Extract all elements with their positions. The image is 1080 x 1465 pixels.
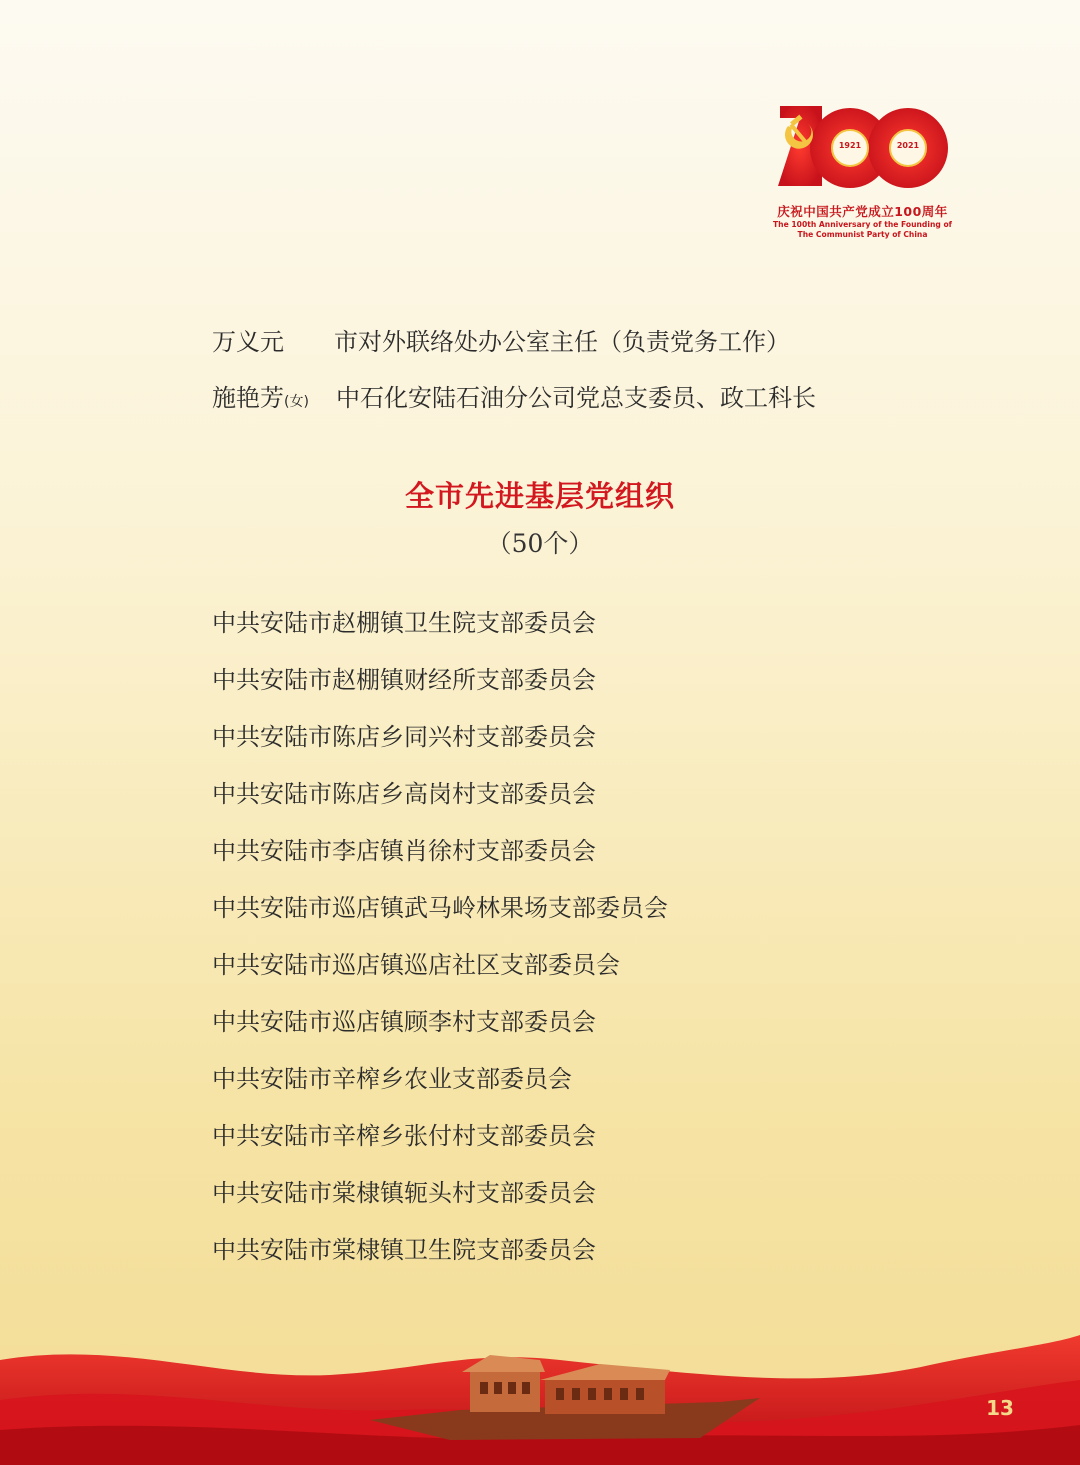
footer-ribbon-boat-illustration [0,1320,1080,1465]
list-item: 中共安陆市巡店镇武马岭林果场支部委员会 [212,894,668,922]
page-number: 13 [986,1396,1014,1420]
logo-year-start: 1921 [838,141,862,150]
person-title: 市对外联络处办公室主任（负责党务工作） [334,328,790,356]
section-count: （50个） [486,529,594,558]
list-item: 中共安陆市棠棣镇轭头村支部委员会 [212,1179,596,1207]
organization-list [212,603,668,1287]
list-item: 中共安陆市赵棚镇财经所支部委员会 [212,666,596,694]
list-item: 中共安陆市陈店乡同兴村支部委员会 [212,723,596,751]
person-gender: (女) [284,394,309,410]
logo-caption-cn: 庆祝中国共产党成立100周年 [777,204,948,219]
person-name: 施艳芳(女) [212,384,309,412]
list-item: 中共安陆市棠棣镇卫生院支部委员会 [212,1236,596,1264]
list-item: 中共安陆市赵棚镇卫生院支部委员会 [212,609,596,637]
person-title: 中石化安陆石油分公司党总支委员、政工科长 [336,384,816,412]
list-item: 中共安陆市辛榨乡农业支部委员会 [212,1065,572,1093]
list-item: 中共安陆市辛榨乡张付村支部委员会 [212,1122,596,1150]
logo-year-end: 2021 [896,141,920,150]
logo-caption-en-line2: The Communist Party of China [797,229,928,239]
list-item: 中共安陆市李店镇肖徐村支部委员会 [212,837,596,865]
logo-caption-en [770,220,955,239]
list-item: 中共安陆市巡店镇巡店社区支部委员会 [212,951,620,979]
list-item: 中共安陆市巡店镇顾李村支部委员会 [212,1008,596,1036]
logo-caption-en-line1: The 100th Anniversary of the Founding of [773,220,952,229]
section-title: 全市先进基层党组织 [404,479,675,513]
list-item: 中共安陆市陈店乡高岗村支部委员会 [212,780,596,808]
person-name: 万义元 [212,328,284,356]
